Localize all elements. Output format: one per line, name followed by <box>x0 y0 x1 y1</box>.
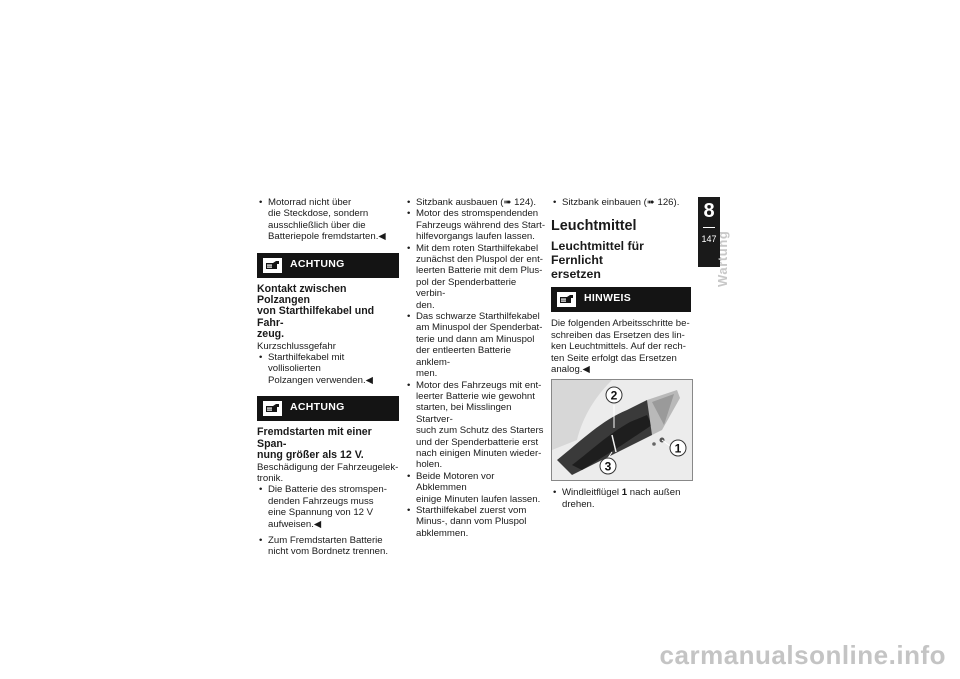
windshield-wing-figure <box>551 379 693 481</box>
callout-2: 2 <box>610 388 618 403</box>
section-heading: Leuchtmittel <box>551 218 637 235</box>
achtung-banner-2 <box>257 396 399 421</box>
warning-text-elektronik: Beschädigung der Fahrzeugelek- tronik. <box>257 461 399 484</box>
hinweis-label: HINWEIS <box>584 292 632 305</box>
chapter-divider <box>703 227 715 228</box>
list-item: • Sitzbank ausbauen (➠ 124). <box>405 197 547 208</box>
note-text: Die folgenden Arbeitsschritte be- schreiben das Ersetzen des lin- ken Leuchtmittels. Auf der rech- ten Seite erfolgt das Ersetzen analog.◀ <box>551 318 690 376</box>
subsection-heading: Leuchtmittel für Fernlicht ersetzen <box>551 239 644 282</box>
callout-1: 1 <box>674 441 682 456</box>
bullet-batterie-12v: • Die Batterie des stromspen- denden Fahrzeugs muss eine Spannung von 12 V aufweisen.◀ <box>257 484 399 530</box>
warning-title-spannung: Fremdstarten mit einer Span- nung größer als 12 V. <box>257 426 372 462</box>
column-3 <box>551 197 691 510</box>
note-hand-icon <box>557 292 576 307</box>
achtung-label: ACHTUNG <box>290 257 345 270</box>
fairing-illustration <box>552 380 692 480</box>
bullet-bordnetz: • Zum Fremdstarten Batterie nicht vom Bordnetz trennen. <box>257 535 399 558</box>
bullet-steckdose: • Motorrad nicht über die Steckdose, sondern ausschließlich über die Batteriepole fremdstarten.◀ <box>257 197 399 243</box>
column-2 <box>405 197 547 539</box>
achtung-label: ACHTUNG <box>290 401 345 414</box>
list-item: • Mit dem roten Starthilfekabel zunächst den Pluspol der ent- leerten Batterie mit dem Plus- pol der Spenderbatterie verbin- den. <box>405 243 547 311</box>
column-1 <box>257 197 399 558</box>
chapter-number: 8 <box>703 200 715 222</box>
warning-hand-icon <box>263 258 282 273</box>
warning-text-kurzschluss: Kurzschlussgefahr <box>257 340 336 352</box>
list-item: • Das schwarze Starthilfekabel am Minuspol der Spenderbat- terie und dann am Minuspol der entleerten Batterie anklem- men. <box>405 311 547 379</box>
warning-title-kontakt: Kontakt zwischen Polzangen von Starthilfekabel und Fahr- zeug. <box>257 282 375 341</box>
hinweis-banner <box>551 287 691 312</box>
bullet-vollisoliert: • Starthilfekabel mit vollisolierten Polzangen verwenden.◀ <box>257 352 399 386</box>
list-item: • Motor des stromspendenden Fahrzeugs während des Start- hilfevorgangs laufen lassen. <box>405 208 547 242</box>
list-item: • Starthilfekabel zuerst vom Minus-, dann vom Pluspol abklemmen. <box>405 505 547 539</box>
watermark: carmanualsonline.info <box>659 640 946 670</box>
bullet-sitzbank-einbauen: • Sitzbank einbauen (➠ 126). <box>551 197 691 208</box>
list-item: • Beide Motoren vor Abklemmen einige Minuten laufen lassen. <box>405 471 547 505</box>
section-side-label: Wartung <box>715 230 730 287</box>
achtung-banner-1 <box>257 253 399 278</box>
list-item: • Motor des Fahrzeugs mit ent- leerter Batterie wie gewohnt starten, bei Misslingen Startver- such zum Schutz des Starters und der Spenderbatterie erst nach einigen Minuten wieder- holen. <box>405 380 547 471</box>
warning-hand-icon <box>263 401 282 416</box>
callout-3: 3 <box>604 459 612 474</box>
page-number: 147 <box>701 234 717 244</box>
bullet-windleitfluegel: • Windleitflügel 1 nach außen drehen. <box>551 487 691 510</box>
